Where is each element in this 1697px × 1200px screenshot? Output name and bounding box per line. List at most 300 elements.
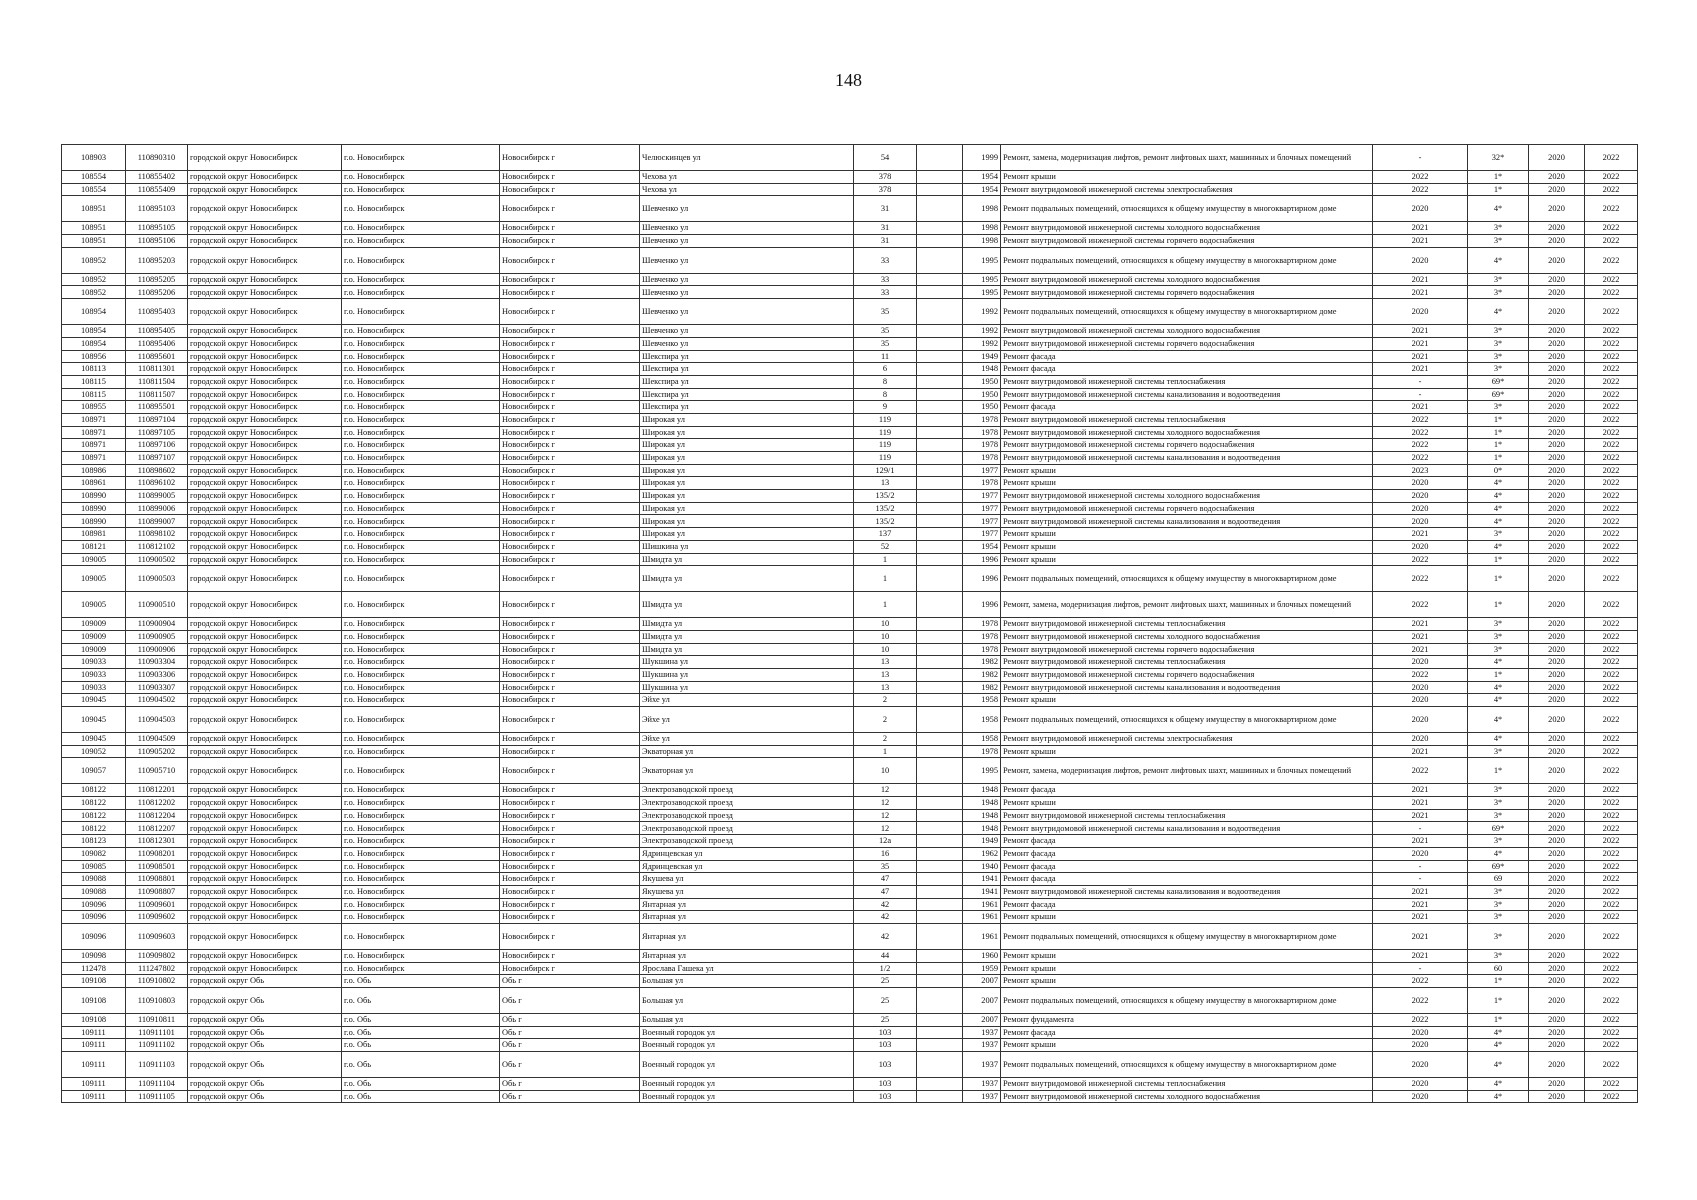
cell-house-number: 12 (854, 784, 917, 797)
cell-street: Шевченко ул (640, 325, 854, 338)
cell-house-id: 109096 (62, 911, 126, 924)
cell-priority: 1* (1468, 171, 1529, 184)
cell-municipal-district: г.о. Новосибирск (342, 694, 500, 707)
cell-municipal-district: г.о. Новосибирск (342, 413, 500, 426)
cell-settlement: Новосибирск г (500, 337, 640, 350)
cell-work-type: Ремонт фасада (1001, 860, 1373, 873)
cell-work-type: Ремонт внутридомовой инженерной системы теплоснабжения (1001, 809, 1373, 822)
table-row (62, 1090, 1638, 1103)
cell-settlement: Новосибирск г (500, 566, 640, 592)
cell-work-type: Ремонт крыши (1001, 962, 1373, 975)
cell-house-id: 108121 (62, 540, 126, 553)
cell-house-number: 1 (854, 553, 917, 566)
cell-settlement: Новосибирск г (500, 668, 640, 681)
table-row (62, 643, 1638, 656)
cell-street: Шевченко ул (640, 337, 854, 350)
cell-priority: 4* (1468, 490, 1529, 503)
cell-plan-end-year: 2022 (1585, 171, 1638, 184)
cell-year-built: 1992 (963, 299, 1001, 325)
cell-work-id: 110905710 (126, 758, 188, 784)
cell-settlement: Новосибирск г (500, 426, 640, 439)
cell-municipal-district: г.о. Обь (342, 1090, 500, 1103)
cell-house-number: 47 (854, 873, 917, 886)
cell-planned-year: 2020 (1373, 1052, 1468, 1078)
cell-work-id: 110899006 (126, 502, 188, 515)
table-row (62, 553, 1638, 566)
cell-settlement: Обь г (500, 1052, 640, 1078)
cell-planned-year: 2021 (1373, 911, 1468, 924)
cell-plan-start-year: 2020 (1529, 452, 1585, 465)
cell-house-id: 109009 (62, 643, 126, 656)
cell-municipality: городской округ Новосибирск (188, 502, 342, 515)
cell-municipality: городской округ Новосибирск (188, 439, 342, 452)
cell-plan-end-year: 2022 (1585, 566, 1638, 592)
cell-priority: 3* (1468, 809, 1529, 822)
cell-street: Шекспира ул (640, 363, 854, 376)
cell-street: Широкая ул (640, 502, 854, 515)
cell-work-id: 110811507 (126, 388, 188, 401)
cell-planned-year: 2022 (1373, 439, 1468, 452)
cell-work-id: 110903306 (126, 668, 188, 681)
cell-house-number: 137 (854, 528, 917, 541)
cell-plan-start-year: 2020 (1529, 962, 1585, 975)
cell-work-id: 110811504 (126, 375, 188, 388)
cell-plan-start-year: 2020 (1529, 1090, 1585, 1103)
cell-priority: 4* (1468, 299, 1529, 325)
cell-plan-end-year: 2022 (1585, 1039, 1638, 1052)
cell-work-id: 110900904 (126, 618, 188, 631)
cell-year-built: 1977 (963, 464, 1001, 477)
table-row (62, 247, 1638, 273)
cell-work-type: Ремонт внутридомовой инженерной системы холодного водоснабжения (1001, 630, 1373, 643)
cell-year-built: 1941 (963, 873, 1001, 886)
cell-municipality: городской округ Новосибирск (188, 822, 342, 835)
cell-plan-end-year: 2022 (1585, 439, 1638, 452)
cell-priority: 3* (1468, 325, 1529, 338)
cell-house-id: 109005 (62, 592, 126, 618)
cell-building (917, 847, 963, 860)
cell-municipality: городской округ Новосибирск (188, 733, 342, 746)
cell-house-id: 108952 (62, 273, 126, 286)
cell-plan-end-year: 2022 (1585, 1078, 1638, 1091)
cell-house-id: 109009 (62, 630, 126, 643)
table-row (62, 426, 1638, 439)
cell-planned-year: 2020 (1373, 1090, 1468, 1103)
cell-planned-year: 2020 (1373, 733, 1468, 746)
cell-plan-end-year: 2022 (1585, 247, 1638, 273)
table-row (62, 363, 1638, 376)
cell-year-built: 1998 (963, 235, 1001, 248)
cell-planned-year: 2023 (1373, 464, 1468, 477)
cell-settlement: Новосибирск г (500, 477, 640, 490)
cell-work-id: 110900906 (126, 643, 188, 656)
cell-municipality: городской округ Новосибирск (188, 528, 342, 541)
cell-street: Электрозаводской проезд (640, 835, 854, 848)
cell-planned-year: 2021 (1373, 618, 1468, 631)
cell-work-id: 110812301 (126, 835, 188, 848)
cell-priority: 3* (1468, 337, 1529, 350)
cell-priority: 1* (1468, 183, 1529, 196)
cell-municipality: городской округ Новосибирск (188, 540, 342, 553)
cell-year-built: 1999 (963, 145, 1001, 171)
cell-street: Шекспира ул (640, 388, 854, 401)
cell-house-number: 10 (854, 758, 917, 784)
cell-municipality: городской округ Новосибирск (188, 835, 342, 848)
cell-planned-year: 2020 (1373, 707, 1468, 733)
cell-building (917, 707, 963, 733)
cell-work-type: Ремонт фасада (1001, 401, 1373, 414)
cell-municipal-district: г.о. Новосибирск (342, 502, 500, 515)
cell-work-id: 110910802 (126, 975, 188, 988)
cell-plan-end-year: 2022 (1585, 337, 1638, 350)
cell-building (917, 145, 963, 171)
cell-plan-start-year: 2020 (1529, 618, 1585, 631)
cell-street: Военный городок ул (640, 1026, 854, 1039)
cell-year-built: 1961 (963, 911, 1001, 924)
cell-work-id: 110908501 (126, 860, 188, 873)
cell-plan-end-year: 2022 (1585, 401, 1638, 414)
cell-plan-start-year: 2020 (1529, 171, 1585, 184)
cell-building (917, 656, 963, 669)
cell-priority: 4* (1468, 707, 1529, 733)
table-row (62, 898, 1638, 911)
cell-house-number: 1/2 (854, 962, 917, 975)
cell-year-built: 1992 (963, 325, 1001, 338)
cell-municipal-district: г.о. Новосибирск (342, 426, 500, 439)
cell-municipality: городской округ Новосибирск (188, 668, 342, 681)
cell-house-id: 108113 (62, 363, 126, 376)
cell-house-id: 109005 (62, 553, 126, 566)
cell-year-built: 1960 (963, 949, 1001, 962)
cell-priority: 69* (1468, 860, 1529, 873)
cell-municipality: городской округ Новосибирск (188, 643, 342, 656)
cell-work-id: 110910811 (126, 1014, 188, 1027)
cell-settlement: Новосибирск г (500, 835, 640, 848)
cell-work-type: Ремонт внутридомовой инженерной системы горячего водоснабжения (1001, 502, 1373, 515)
cell-house-id: 109057 (62, 758, 126, 784)
cell-municipal-district: г.о. Новосибирск (342, 681, 500, 694)
cell-municipality: городской округ Новосибирск (188, 809, 342, 822)
cell-work-type: Ремонт внутридомовой инженерной системы канализования и водоотведения (1001, 681, 1373, 694)
cell-street: Якушева ул (640, 885, 854, 898)
cell-year-built: 1950 (963, 375, 1001, 388)
cell-building (917, 183, 963, 196)
cell-house-id: 108961 (62, 477, 126, 490)
table-row (62, 350, 1638, 363)
cell-building (917, 452, 963, 465)
cell-priority: 3* (1468, 835, 1529, 848)
cell-plan-start-year: 2020 (1529, 1039, 1585, 1052)
cell-house-id: 108903 (62, 145, 126, 171)
cell-work-id: 110909601 (126, 898, 188, 911)
cell-house-id: 108955 (62, 401, 126, 414)
cell-plan-end-year: 2022 (1585, 388, 1638, 401)
cell-year-built: 1978 (963, 426, 1001, 439)
cell-plan-start-year: 2020 (1529, 707, 1585, 733)
cell-house-number: 10 (854, 618, 917, 631)
cell-planned-year: 2020 (1373, 247, 1468, 273)
cell-building (917, 1052, 963, 1078)
cell-municipal-district: г.о. Новосибирск (342, 439, 500, 452)
cell-plan-end-year: 2022 (1585, 502, 1638, 515)
cell-building (917, 413, 963, 426)
cell-work-type: Ремонт фасада (1001, 363, 1373, 376)
cell-street: Широкая ул (640, 439, 854, 452)
cell-plan-end-year: 2022 (1585, 707, 1638, 733)
cell-plan-end-year: 2022 (1585, 299, 1638, 325)
cell-work-type: Ремонт крыши (1001, 911, 1373, 924)
table-row (62, 171, 1638, 184)
cell-plan-end-year: 2022 (1585, 949, 1638, 962)
cell-plan-start-year: 2020 (1529, 299, 1585, 325)
cell-house-id: 108122 (62, 784, 126, 797)
cell-work-type: Ремонт подвальных помещений, относящихся к общему имуществу в многоквартирном доме (1001, 988, 1373, 1014)
cell-year-built: 1995 (963, 247, 1001, 273)
cell-building (917, 515, 963, 528)
cell-settlement: Новосибирск г (500, 439, 640, 452)
cell-building (917, 490, 963, 503)
cell-priority: 1* (1468, 452, 1529, 465)
cell-priority: 1* (1468, 426, 1529, 439)
cell-year-built: 1937 (963, 1078, 1001, 1091)
cell-work-type: Ремонт, замена, модернизация лифтов, ремонт лифтовых шахт, машинных и блочных помещений (1001, 145, 1373, 171)
cell-planned-year: 2021 (1373, 528, 1468, 541)
cell-plan-start-year: 2020 (1529, 949, 1585, 962)
cell-municipality: городской округ Новосибирск (188, 183, 342, 196)
cell-settlement: Новосибирск г (500, 681, 640, 694)
cell-municipality: городской округ Новосибирск (188, 222, 342, 235)
table-row (62, 784, 1638, 797)
cell-work-type: Ремонт внутридомовой инженерной системы электроснабжения (1001, 183, 1373, 196)
cell-street: Шмидта ул (640, 566, 854, 592)
cell-municipal-district: г.о. Новосибирск (342, 949, 500, 962)
cell-building (917, 835, 963, 848)
table-row (62, 528, 1638, 541)
cell-house-id: 109088 (62, 885, 126, 898)
cell-year-built: 1982 (963, 656, 1001, 669)
cell-plan-start-year: 2020 (1529, 873, 1585, 886)
cell-building (917, 809, 963, 822)
cell-plan-end-year: 2022 (1585, 847, 1638, 860)
cell-year-built: 2007 (963, 1014, 1001, 1027)
table-row (62, 515, 1638, 528)
table-body (62, 145, 1638, 1103)
table-row (62, 464, 1638, 477)
cell-building (917, 630, 963, 643)
cell-plan-end-year: 2022 (1585, 553, 1638, 566)
cell-municipal-district: г.о. Новосибирск (342, 784, 500, 797)
cell-house-id: 108122 (62, 797, 126, 810)
cell-work-type: Ремонт внутридомовой инженерной системы холодного водоснабжения (1001, 273, 1373, 286)
cell-building (917, 873, 963, 886)
cell-municipal-district: г.о. Новосибирск (342, 401, 500, 414)
table-row (62, 401, 1638, 414)
cell-municipal-district: г.о. Обь (342, 1039, 500, 1052)
cell-year-built: 1978 (963, 618, 1001, 631)
cell-municipal-district: г.о. Новосибирск (342, 835, 500, 848)
cell-planned-year: 2021 (1373, 235, 1468, 248)
cell-street: Экваторная ул (640, 745, 854, 758)
cell-planned-year: 2020 (1373, 299, 1468, 325)
cell-street: Большая ул (640, 975, 854, 988)
cell-work-type: Ремонт внутридомовой инженерной системы электроснабжения (1001, 733, 1373, 746)
cell-house-id: 108986 (62, 464, 126, 477)
cell-plan-end-year: 2022 (1585, 873, 1638, 886)
cell-planned-year: 2021 (1373, 325, 1468, 338)
cell-plan-end-year: 2022 (1585, 835, 1638, 848)
cell-planned-year: 2020 (1373, 681, 1468, 694)
cell-planned-year: 2020 (1373, 1039, 1468, 1052)
cell-year-built: 1948 (963, 822, 1001, 835)
cell-plan-end-year: 2022 (1585, 923, 1638, 949)
cell-priority: 1* (1468, 439, 1529, 452)
cell-settlement: Обь г (500, 1078, 640, 1091)
table-row (62, 975, 1638, 988)
cell-priority: 4* (1468, 247, 1529, 273)
cell-plan-end-year: 2022 (1585, 464, 1638, 477)
cell-year-built: 1977 (963, 528, 1001, 541)
cell-settlement: Новосибирск г (500, 694, 640, 707)
cell-building (917, 528, 963, 541)
cell-house-number: 12а (854, 835, 917, 848)
cell-priority: 4* (1468, 196, 1529, 222)
cell-plan-end-year: 2022 (1585, 618, 1638, 631)
cell-municipality: городской округ Новосибирск (188, 784, 342, 797)
table-row (62, 375, 1638, 388)
cell-year-built: 1996 (963, 566, 1001, 592)
cell-settlement: Новосибирск г (500, 363, 640, 376)
cell-municipality: городской округ Новосибирск (188, 618, 342, 631)
table-row (62, 183, 1638, 196)
cell-municipality: городской округ Новосибирск (188, 592, 342, 618)
cell-plan-end-year: 2022 (1585, 733, 1638, 746)
cell-settlement: Новосибирск г (500, 949, 640, 962)
cell-settlement: Новосибирск г (500, 707, 640, 733)
cell-planned-year: 2021 (1373, 337, 1468, 350)
table-row (62, 923, 1638, 949)
cell-year-built: 1982 (963, 681, 1001, 694)
cell-planned-year: 2021 (1373, 949, 1468, 962)
cell-building (917, 235, 963, 248)
cell-priority: 3* (1468, 363, 1529, 376)
cell-street: Большая ул (640, 988, 854, 1014)
cell-plan-end-year: 2022 (1585, 350, 1638, 363)
cell-plan-end-year: 2022 (1585, 325, 1638, 338)
cell-plan-end-year: 2022 (1585, 822, 1638, 835)
cell-settlement: Новосибирск г (500, 247, 640, 273)
cell-house-number: 135/2 (854, 490, 917, 503)
cell-year-built: 1977 (963, 515, 1001, 528)
cell-planned-year: 2020 (1373, 515, 1468, 528)
cell-settlement: Новосибирск г (500, 171, 640, 184)
cell-municipal-district: г.о. Новосибирск (342, 707, 500, 733)
table-row (62, 847, 1638, 860)
cell-house-number: 119 (854, 413, 917, 426)
cell-plan-end-year: 2022 (1585, 988, 1638, 1014)
cell-year-built: 1977 (963, 502, 1001, 515)
cell-planned-year: 2021 (1373, 835, 1468, 848)
cell-house-id: 108554 (62, 183, 126, 196)
cell-settlement: Новосибирск г (500, 235, 640, 248)
cell-priority: 4* (1468, 502, 1529, 515)
cell-work-id: 110900905 (126, 630, 188, 643)
cell-building (917, 949, 963, 962)
cell-work-type: Ремонт крыши (1001, 528, 1373, 541)
cell-year-built: 1937 (963, 1090, 1001, 1103)
cell-street: Военный городок ул (640, 1039, 854, 1052)
cell-house-id: 109088 (62, 873, 126, 886)
cell-municipal-district: г.о. Новосибирск (342, 668, 500, 681)
cell-planned-year: - (1373, 145, 1468, 171)
cell-municipal-district: г.о. Новосибирск (342, 630, 500, 643)
cell-house-number: 44 (854, 949, 917, 962)
table-row (62, 758, 1638, 784)
cell-priority: 3* (1468, 923, 1529, 949)
cell-house-id: 108981 (62, 528, 126, 541)
cell-priority: 3* (1468, 350, 1529, 363)
cell-municipal-district: г.о. Новосибирск (342, 847, 500, 860)
cell-settlement: Обь г (500, 1014, 640, 1027)
cell-house-id: 112478 (62, 962, 126, 975)
cell-house-number: 35 (854, 860, 917, 873)
cell-settlement: Новосибирск г (500, 860, 640, 873)
cell-plan-end-year: 2022 (1585, 273, 1638, 286)
cell-plan-end-year: 2022 (1585, 630, 1638, 643)
cell-municipality: городской округ Новосибирск (188, 553, 342, 566)
cell-municipal-district: г.о. Новосибирск (342, 325, 500, 338)
cell-building (917, 1078, 963, 1091)
cell-plan-end-year: 2022 (1585, 860, 1638, 873)
cell-house-id: 109108 (62, 975, 126, 988)
cell-municipal-district: г.о. Новосибирск (342, 375, 500, 388)
cell-street: Широкая ул (640, 452, 854, 465)
cell-building (917, 299, 963, 325)
cell-work-type: Ремонт внутридомовой инженерной системы теплоснабжения (1001, 656, 1373, 669)
cell-work-id: 111247802 (126, 962, 188, 975)
cell-plan-start-year: 2020 (1529, 464, 1585, 477)
cell-plan-start-year: 2020 (1529, 426, 1585, 439)
cell-plan-start-year: 2020 (1529, 566, 1585, 592)
cell-work-type: Ремонт подвальных помещений, относящихся к общему имуществу в многоквартирном доме (1001, 707, 1373, 733)
cell-municipal-district: г.о. Обь (342, 1052, 500, 1078)
cell-building (917, 784, 963, 797)
cell-work-id: 110909802 (126, 949, 188, 962)
cell-plan-end-year: 2022 (1585, 196, 1638, 222)
cell-work-type: Ремонт внутридомовой инженерной системы горячего водоснабжения (1001, 643, 1373, 656)
cell-planned-year: 2021 (1373, 784, 1468, 797)
cell-work-type: Ремонт внутридомовой инженерной системы холодного водоснабжения (1001, 426, 1373, 439)
cell-settlement: Новосибирск г (500, 898, 640, 911)
cell-street: Широкая ул (640, 528, 854, 541)
cell-house-number: 31 (854, 196, 917, 222)
cell-plan-start-year: 2020 (1529, 835, 1585, 848)
cell-year-built: 1954 (963, 540, 1001, 553)
cell-house-id: 109009 (62, 618, 126, 631)
cell-municipal-district: г.о. Обь (342, 1026, 500, 1039)
cell-planned-year: 2022 (1373, 171, 1468, 184)
cell-work-id: 110908807 (126, 885, 188, 898)
cell-plan-end-year: 2022 (1585, 885, 1638, 898)
cell-house-id: 109005 (62, 566, 126, 592)
cell-plan-start-year: 2020 (1529, 898, 1585, 911)
cell-planned-year: 2020 (1373, 196, 1468, 222)
cell-municipality: городской округ Обь (188, 1090, 342, 1103)
cell-building (917, 911, 963, 924)
cell-house-number: 25 (854, 975, 917, 988)
table-row (62, 477, 1638, 490)
cell-year-built: 1948 (963, 784, 1001, 797)
cell-plan-start-year: 2020 (1529, 847, 1585, 860)
